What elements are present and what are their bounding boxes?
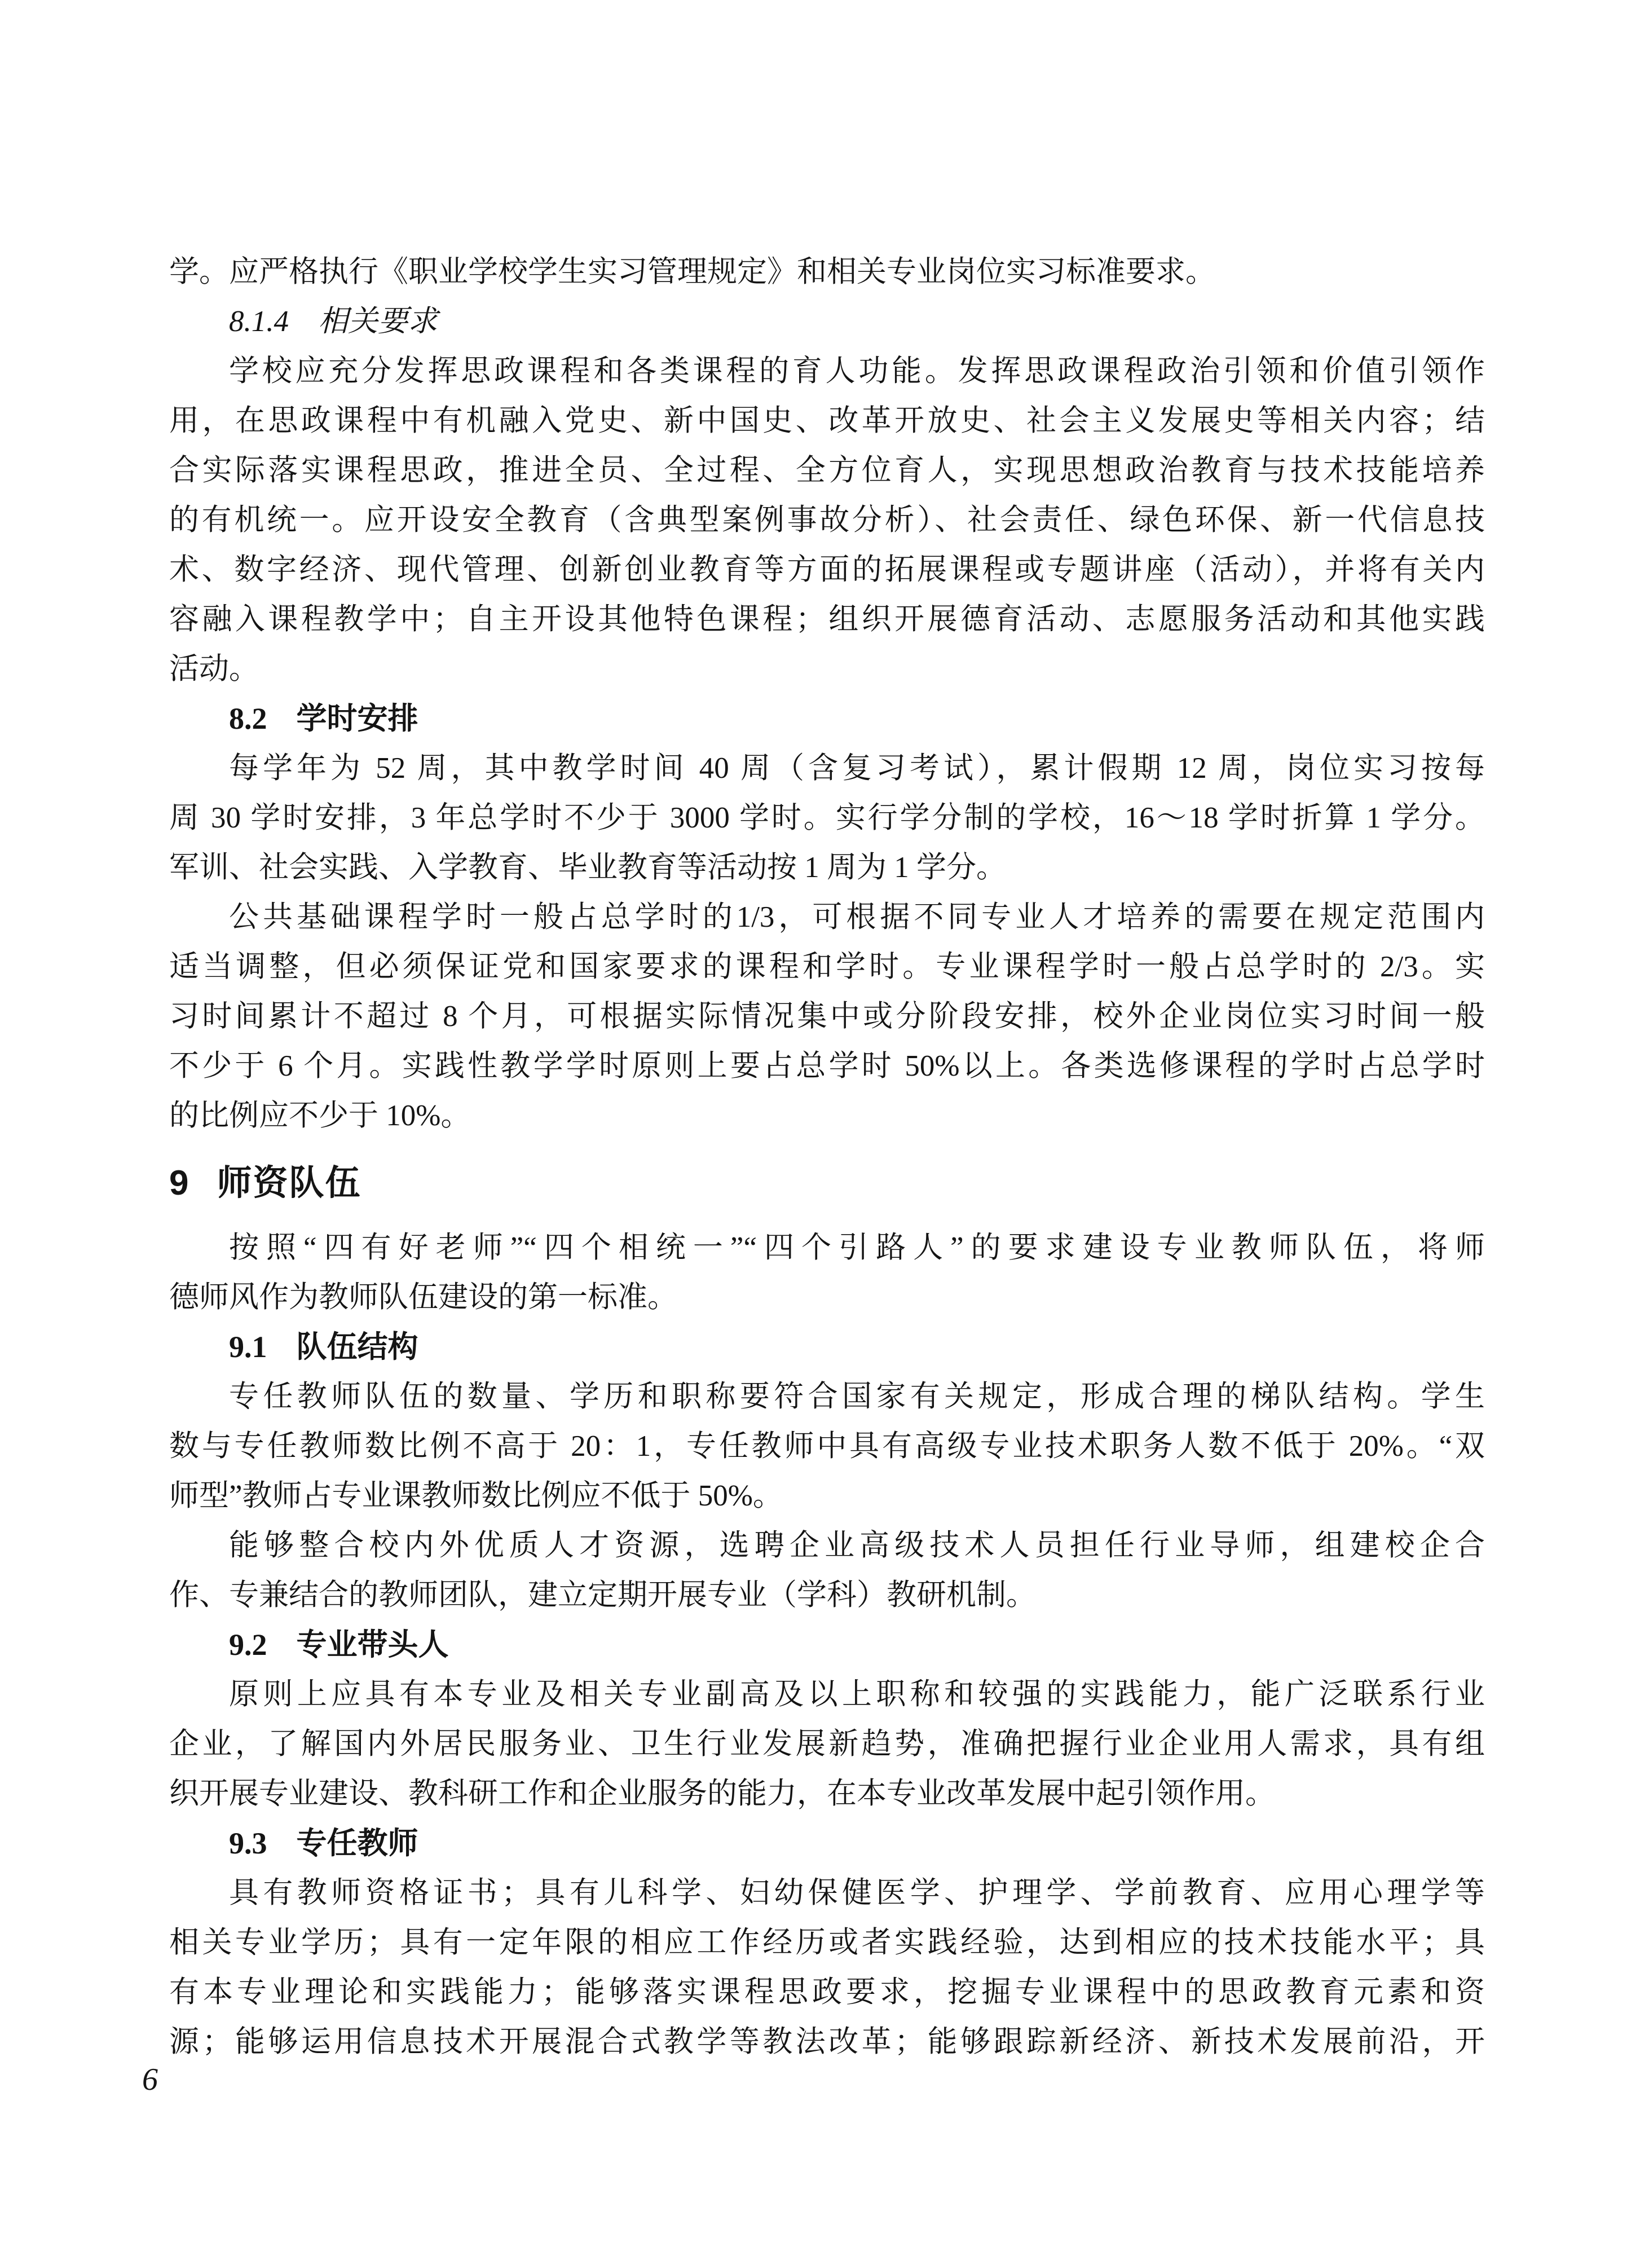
paragraph xyxy=(169,247,1485,297)
text-line: 德师风作为教师队伍建设的第一标准。 xyxy=(169,1281,677,1314)
text-line: 专任教师队伍的数量、学历和职称要符合国家有关规定，形成合理的梯队结构。学生 xyxy=(229,1380,1485,1413)
paragraph xyxy=(169,1670,1485,1818)
heading-number: 9.3 xyxy=(229,1826,267,1860)
heading-title: 队伍结构 xyxy=(296,1330,418,1364)
text-line: 每学年为 52 周，其中教学时间 40 周（含复习考试），累计假期 12 周，岗位实习按每 xyxy=(229,752,1485,785)
page-number: 6 xyxy=(142,2062,158,2097)
text-line: 公共基础课程学时一般占总学时的1/3，可根据不同专业人才培养的需要在规定范围内 xyxy=(229,901,1485,933)
text-line: 具有教师资格证书；具有儿科学、妇幼保健医学、护理学、学前教育、应用心理学等 xyxy=(229,1877,1485,1909)
section-heading-9-3 xyxy=(169,1818,1485,1868)
paragraph xyxy=(169,1223,1485,1322)
paragraph xyxy=(169,743,1485,892)
heading-title: 师资队伍 xyxy=(217,1164,361,1203)
section-heading-8-1-4 xyxy=(169,297,1485,346)
text-line: 相关专业学历；具有一定年限的相应工作经历或者实践经验，达到相应的技术技能水平；具 xyxy=(169,1926,1485,1959)
text-line: 织开展专业建设、教科研工作和企业服务的能力，在本专业改革发展中起引领作用。 xyxy=(169,1777,1275,1810)
text-line: 学校应充分发挥思政课程和各类课程的育人功能。发挥思政课程政治引领和价值引领作 xyxy=(229,355,1485,387)
text-line: 合实际落实课程思政，推进全员、全过程、全方位育人，实现思想政治教育与技术技能培养 xyxy=(169,454,1485,487)
text-line: 习时间累计不超过 8 个月，可根据实际情况集中或分阶段安排，校外企业岗位实习时间一般 xyxy=(169,1000,1485,1033)
paragraph xyxy=(169,1868,1485,2067)
text-line: 作、专兼结合的教师团队，建立定期开展专业（学科）教研机制。 xyxy=(169,1579,1036,1611)
text-line: 活动。 xyxy=(169,653,259,685)
heading-title: 相关要求 xyxy=(318,305,438,338)
heading-number: 9 xyxy=(169,1164,190,1203)
text-line: 容融入课程教学中；自主开设其他特色课程；组织开展德育活动、志愿服务活动和其他实践 xyxy=(169,603,1485,636)
text-line: 军训、社会实践、入学教育、毕业教育等活动按 1 周为 1 学分。 xyxy=(169,851,1006,884)
text-line: 术、数字经济、现代管理、创新创业教育等方面的拓展课程或专题讲座（活动），并将有关内 xyxy=(169,553,1485,586)
text-line: 企业，了解国内外居民服务业、卫生行业发展新趋势，准确把握行业企业用人需求，具有组 xyxy=(169,1728,1485,1760)
section-heading-9 xyxy=(169,1161,1485,1206)
section-heading-9-2 xyxy=(169,1620,1485,1670)
heading-number: 8.2 xyxy=(229,702,267,736)
text-line: 用，在思政课程中有机融入党史、新中国史、改革开放史、社会主义发展史等相关内容；结 xyxy=(169,404,1485,437)
text-line: 的有机统一。应开设安全教育（含典型案例事故分析）、社会责任、绿色环保、新一代信息技 xyxy=(169,504,1485,536)
text-line: 周 30 学时安排，3 年总学时不少于 3000 学时。实行学分制的学校，16～18 学时折算 1 学分。 xyxy=(169,801,1485,834)
text-line: 源；能够运用信息技术开展混合式教学等教法改革；能够跟踪新经济、新技术发展前沿，开 xyxy=(169,2025,1485,2058)
text-line: 师型”教师占专业课教师数比例应不低于 50%。 xyxy=(169,1479,783,1512)
text-line: 按照“四有好老师”“四个相统一”“四个引路人”的要求建设专业教师队伍，将师 xyxy=(229,1231,1485,1264)
paragraph xyxy=(169,346,1485,694)
document-content xyxy=(169,247,1485,2067)
heading-number: 9.1 xyxy=(229,1330,267,1364)
text-line: 有本专业理论和实践能力；能够落实课程思政要求，挖掘专业课程中的思政教育元素和资 xyxy=(169,1976,1485,2009)
heading-title: 学时安排 xyxy=(296,702,418,736)
heading-number: 8.1.4 xyxy=(229,305,289,338)
section-heading-8-2 xyxy=(169,694,1485,743)
section-heading-9-1 xyxy=(169,1322,1485,1372)
paragraph xyxy=(169,892,1485,1140)
text-line: 数与专任教师数比例不高于 20：1，专任教师中具有高级专业技术职务人数不低于 20%。“双 xyxy=(169,1430,1485,1463)
text-line: 不少于 6 个月。实践性教学学时原则上要占总学时 50%以上。各类选修课程的学时占总学时 xyxy=(169,1050,1485,1082)
text-line: 能够整合校内外优质人才资源，选聘企业高级技术人员担任行业导师，组建校企合 xyxy=(229,1529,1485,1562)
heading-title: 专业带头人 xyxy=(296,1628,449,1662)
text-line: 适当调整，但必须保证党和国家要求的课程和学时。专业课程学时一般占总学时的 2/3。实 xyxy=(169,950,1485,983)
text-line: 的比例应不少于 10%。 xyxy=(169,1099,471,1132)
paragraph xyxy=(169,1521,1485,1620)
heading-number: 9.2 xyxy=(229,1628,267,1662)
text-line: 原则上应具有本专业及相关专业副高及以上职称和较强的实践能力，能广泛联系行业 xyxy=(229,1678,1485,1711)
paragraph xyxy=(169,1372,1485,1521)
heading-title: 专任教师 xyxy=(296,1826,418,1860)
text-line: 学。应严格执行《职业学校学生实习管理规定》和相关专业岗位实习标准要求。 xyxy=(169,256,1215,288)
